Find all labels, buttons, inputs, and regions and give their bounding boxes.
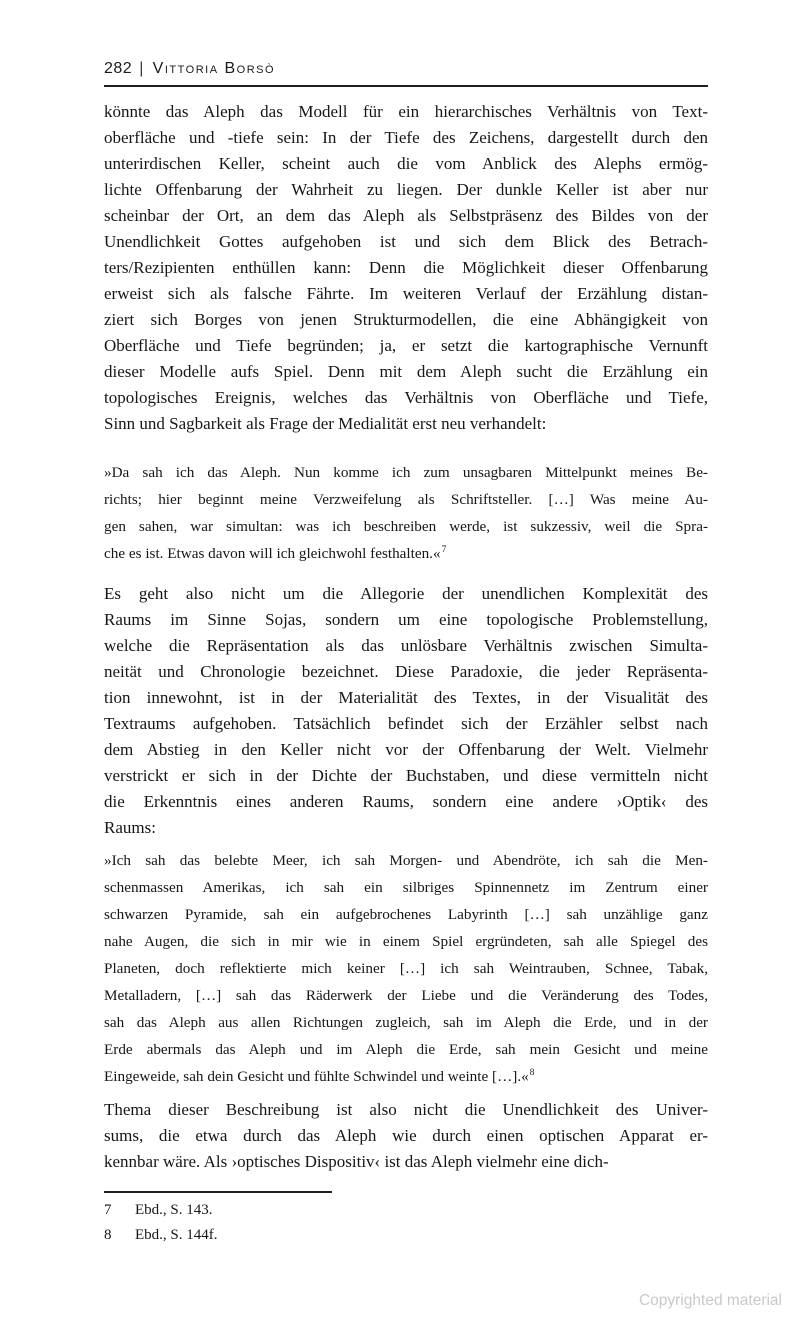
text-line: verstrickt er sich in der Dichte der Buchstaben, und diese vermitteln nicht <box>104 766 708 785</box>
text-line: dieser Modelle aufs Spiel. Denn mit dem Aleph sucht die Erzählung ein <box>104 362 708 381</box>
footnote-number: 7 <box>104 1202 112 1218</box>
text-line: ters/Rezipienten enthüllen kann: Denn die Möglichkeit dieser Offenbarung <box>104 258 708 277</box>
footnote-ref: 7 <box>441 544 447 555</box>
text-line: ziert sich Borges von jenen Strukturmodellen, die eine Abhängigkeit von <box>104 310 708 329</box>
footnote-ref: 8 <box>529 1067 535 1078</box>
text-line: lichte Offenbarung der Wahrheit zu liegen. Der dunkle Keller ist aber nur <box>104 180 708 199</box>
footnote-text: Ebd., S. 144f. <box>135 1226 218 1243</box>
text-line: Unendlichkeit Gottes aufgehoben ist und sich dem Blick des Betrach- <box>104 232 708 251</box>
text-line: nahe Augen, die sich in mir wie in einem Spiel ergründeten, sah alle Spiegel des <box>104 933 708 950</box>
text-line: könnte das Aleph das Modell für ein hierarchisches Verhältnis von Text- <box>104 102 708 121</box>
paragraph <box>104 99 708 437</box>
block-quote <box>104 459 708 567</box>
text-line: die Erkenntnis eines anderen Raums, sondern eine andere ›Optik‹ des <box>104 792 708 811</box>
text-line: sah das Aleph aus allen Richtungen zugleich, sah im Aleph die Erde, und in der <box>104 1014 708 1031</box>
copyright-watermark: Copyrighted material <box>638 1292 782 1309</box>
text-line: »Ich sah das belebte Meer, ich sah Morgen- und Abendröte, ich sah die Men- <box>104 852 708 869</box>
text-line: sums, die etwa durch das Aleph wie durch einen optischen Apparat er- <box>104 1126 708 1145</box>
text-line: richts; hier beginnt meine Verzweifelung als Schriftsteller. […] Was meine Au- <box>104 491 708 508</box>
text-line: unterirdischen Keller, scheint auch die vom Anblick des Alephs ermög- <box>104 154 708 173</box>
text-line: Es geht also nicht um die Allegorie der unendlichen Komplexität des <box>104 584 708 603</box>
text-line: erweist sich als falsche Fährte. Im weiteren Verlauf der Erzählung distan- <box>104 284 708 303</box>
text-line: Raums: <box>104 818 156 837</box>
text-line: kennbar wäre. Als ›optisches Dispositiv‹ ist das Aleph vielmehr eine dich- <box>104 1152 609 1171</box>
text-line: scheinbar der Ort, an dem das Aleph als Selbstpräsenz des Bildes von der <box>104 206 708 225</box>
text-line: Erde abermals das Aleph und im Aleph die Erde, sah mein Gesicht und meine <box>104 1041 708 1058</box>
footnote-separator <box>104 1191 332 1193</box>
text-line: Oberfläche und Tiefe begründen; ja, er setzt die kartographische Vernunft <box>104 336 708 355</box>
paragraph <box>104 1097 708 1175</box>
text-line: oberfläche und -tiefe sein: In der Tiefe des Zeichens, dargestellt durch den <box>104 128 708 147</box>
text-line: Planeten, doch reflektierte mich keiner […] ich sah Weintrauben, Schnee, Tabak, <box>104 960 708 977</box>
text-line: Raums im Sinne Sojas, sondern um eine topologische Problemstellung, <box>104 610 708 629</box>
text-line: topologisches Ereignis, welches das Verhältnis von Oberfläche und Tiefe, <box>104 388 708 407</box>
text-line: che es ist. Etwas davon will ich gleichwohl festhalten.«$^7$ <box>104 544 447 562</box>
text-line: dem Abstieg in den Keller nicht vor der Offenbarung der Welt. Vielmehr <box>104 740 708 759</box>
text-line: Sinn und Sagbarkeit als Frage der Medialität erst neu verhandelt: <box>104 414 547 433</box>
text-line: gen sahen, war simultan: was ich beschreiben werde, ist sukzessiv, weil die Spra- <box>104 518 708 535</box>
text-line: »Da sah ich das Aleph. Nun komme ich zum unsagbaren Mittelpunkt meines Be- <box>104 464 708 481</box>
text-line: neität und Chronologie bezeichnet. Diese Paradoxie, die jeder Repräsenta- <box>104 662 708 681</box>
running-head-author: Vittoria Borsò <box>152 60 276 77</box>
footnote-text: Ebd., S. 143. <box>135 1202 213 1218</box>
block-quote <box>104 847 708 1090</box>
text-block <box>104 0 708 1247</box>
text-line: schenmassen Amerikas, ich sah ein silbriges Spinnennetz im Zentrum einer <box>104 879 708 896</box>
page-number: 282 <box>104 60 133 77</box>
text-line: Eingeweide, sah dein Gesicht und fühlte Schwindel und weinte […].«$^8$ <box>104 1067 535 1085</box>
text-line: welche die Repräsentation als das unlösbare Verhältnis zwischen Simulta- <box>104 636 708 655</box>
text-line: schwarzen Pyramide, sah ein aufgebrochenes Labyrinth […] sah unzählige ganz <box>104 906 708 923</box>
footnote <box>104 1198 708 1223</box>
footnote-number: 8 <box>104 1226 112 1243</box>
footnotes <box>104 1198 708 1247</box>
text-line: Thema dieser Beschreibung ist also nicht die Unendlichkeit des Univer- <box>104 1100 708 1119</box>
text-line: Textraums aufgehoben. Tatsächlich befindet sich der Erzähler selbst nach <box>104 714 708 733</box>
paragraph <box>104 581 708 841</box>
text-line: Metalladern, […] sah das Räderwerk der Liebe und die Veränderung des Todes, <box>104 987 708 1004</box>
header-divider-bar: | <box>139 60 144 77</box>
content <box>104 99 708 1175</box>
text-line: tion innewohnt, ist in der Materialität des Textes, in der Visualität des <box>104 688 708 707</box>
page-header <box>104 0 708 87</box>
footnote <box>104 1223 708 1248</box>
